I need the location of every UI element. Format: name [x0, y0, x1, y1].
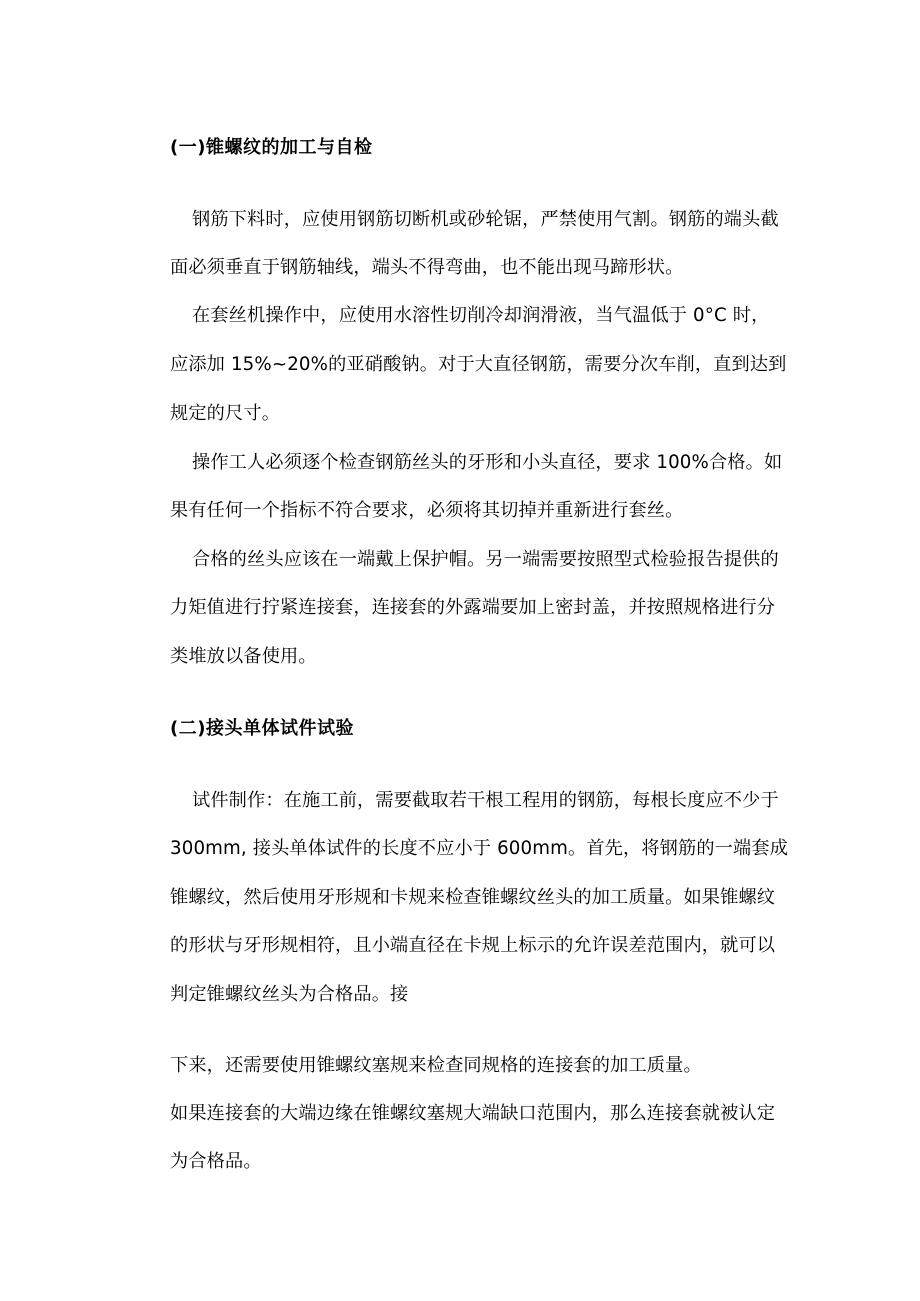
section-1-p4-line-3: 类堆放以备使用。	[170, 646, 317, 667]
section-2-p1-line-2: 300mm, 接头单体试件的长度不应小于 600mm。首先，将钢筋的一端套成	[170, 838, 789, 859]
section-1-p3-line-1: 操作工人必须逐个检查钢筋丝头的牙形和小头直径，要求 100%合格。如	[192, 452, 783, 473]
section-2-p1-line-3: 锥螺纹，然后使用牙形规和卡规来检查锥螺纹丝头的加工质量。如果锥螺纹	[170, 887, 776, 908]
section-1-p2-line-2: 应添加 15%~20%的亚硝酸钠。对于大直径钢筋，需要分次车削，直到达到	[170, 354, 787, 375]
section-1-p2-line-1: 在套丝机操作中，应使用水溶性切削冷却润滑液，当气温低于 0°C 时，	[192, 305, 770, 326]
section-2-heading: (二)接头单体试件试验	[170, 718, 354, 739]
section-1-p3-line-2: 果有任何一个指标不符合要求，必须将其切掉并重新进行套丝。	[170, 500, 684, 521]
section-2-p1-line-1: 试件制作：在施工前，需要截取若干根工程用的钢筋，每根长度应不少于	[192, 790, 779, 811]
section-2-p1-line-4: 的形状与牙形规相符，且小端直径在卡规上标示的允许误差范围内，就可以	[170, 935, 776, 956]
section-1-heading: (一)锥螺纹的加工与自检	[170, 137, 373, 158]
section-1-p1-line-1: 钢筋下料时，应使用钢筋切断机或砂轮锯，严禁使用气割。钢筋的端头截	[192, 209, 779, 230]
section-2-p3-line-1: 如果连接套的大端边缘在锥螺纹塞规大端缺口范围内，那么连接套就被认定	[170, 1103, 776, 1124]
section-2-p2-line-1: 下来，还需要使用锥螺纹塞规来检查同规格的连接套的加工质量。	[170, 1055, 702, 1076]
section-1-p4-line-2: 力矩值进行拧紧连接套，连接套的外露端要加上密封盖，并按照规格进行分	[170, 597, 776, 618]
section-2-p1-line-5: 判定锥螺纹丝头为合格品。接	[170, 984, 409, 1005]
section-1-p2-line-3: 规定的尺寸。	[170, 403, 281, 424]
section-1-p4-line-1: 合格的丝头应该在一端戴上保护帽。另一端需要按照型式检验报告提供的	[192, 549, 779, 570]
section-1-p1-line-2: 面必须垂直于钢筋轴线，端头不得弯曲，也不能出现马蹄形状。	[170, 257, 684, 278]
section-2-p3-line-2: 为合格品。	[170, 1151, 262, 1172]
